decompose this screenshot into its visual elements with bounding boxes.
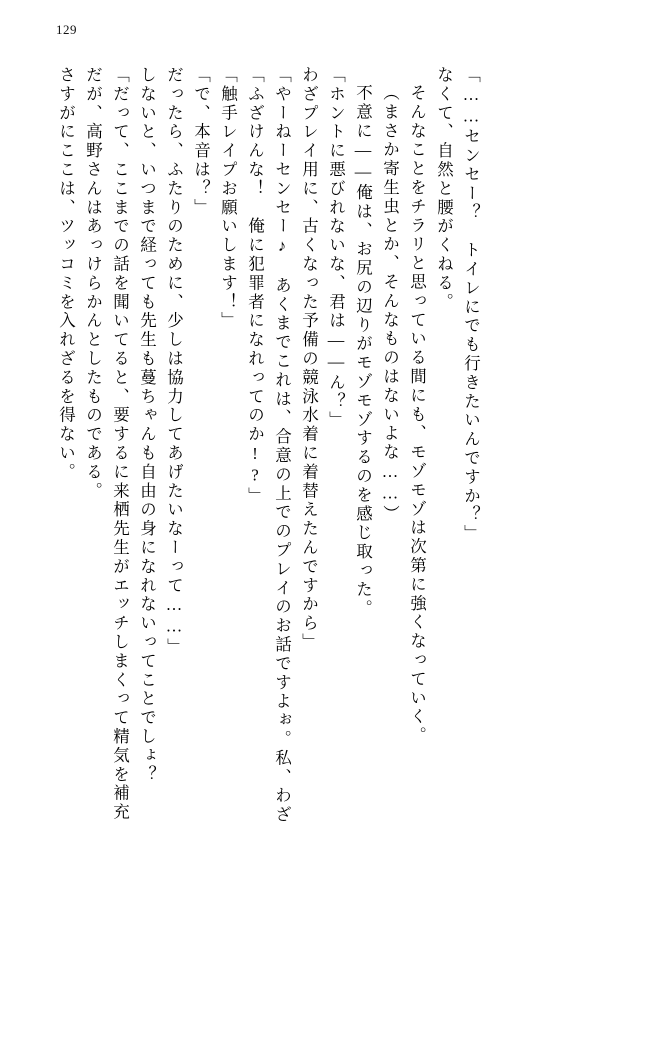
text-column: しないと、いつまで経っても先生も蔓ちゃんも自由の身になれないってことでしょ？ <box>137 66 157 785</box>
text-column: 「ホントに悪びれないな、君は――ん？」 <box>326 66 346 431</box>
text-column: 「で、本音は？」 <box>191 66 211 218</box>
text-column: 「……センセー？ トイレにでも行きたいんですか？」 <box>461 66 481 544</box>
vertical-body-text <box>57 66 617 996</box>
text-column: （まさか寄生虫とか、そんなものはないよな……） <box>380 84 400 524</box>
text-column: だったら、ふたりのために、少しは協力してあげたいなーって……」 <box>164 66 184 657</box>
text-column: 「やーねーセンセー♪ あくまでこれは、合意の上でのプレイのお話ですよぉ。私、わざ <box>272 66 292 825</box>
text-column: 不意に――俺は、お尻の辺りがモゾモゾするのを感じ取った。 <box>353 84 373 619</box>
text-column: なくて、自然と腰がくねる。 <box>434 66 454 312</box>
text-column: さすがにここは、ツッコミを入れざるを得ない。 <box>56 66 76 482</box>
text-column: 「ふざけんな！ 俺に犯罪者になれってのか!?」 <box>245 66 265 506</box>
text-column: わざプレイ用に、古くなった予備の競泳水着に着替えたんですから」 <box>299 66 319 652</box>
page-number: 129 <box>56 22 77 37</box>
text-column: 「だって、ここまでの話を聞いてると、要するに来栖先生がエッチしまくって精気を補充 <box>110 66 130 822</box>
text-column: そんなことをチラリと思っている間にも、モゾモゾは次第に強くなっていく。 <box>407 84 427 746</box>
text-column: だが、高野さんはあっけらかんとしたものである。 <box>83 66 103 501</box>
text-column: 「触手レイプお願いします！」 <box>218 66 238 331</box>
